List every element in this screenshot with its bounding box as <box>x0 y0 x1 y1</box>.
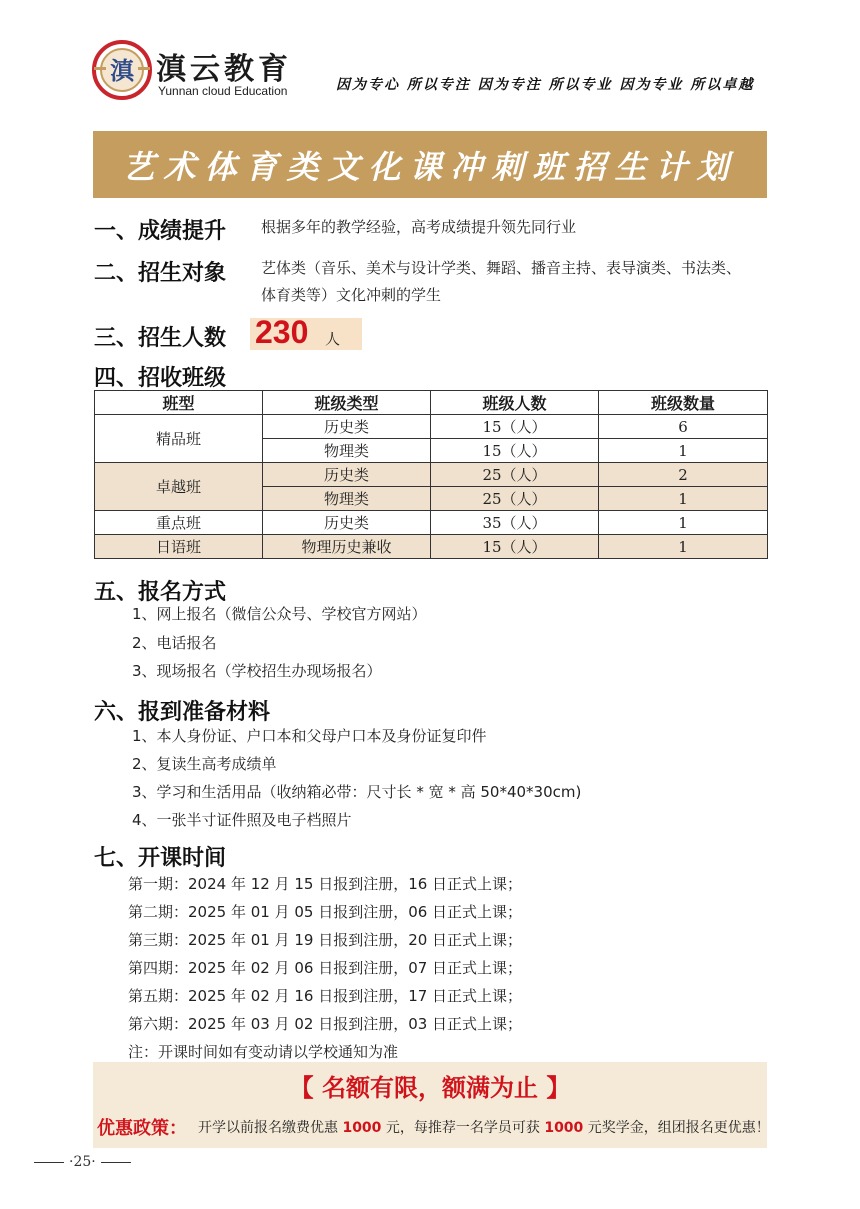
table-header-row <box>95 391 768 415</box>
section-heading-classes: 四、招收班级 <box>94 366 227 391</box>
logo-name: 滇云教育 <box>156 52 292 87</box>
policy-text <box>198 1117 770 1137</box>
table-cell: 物理类 <box>263 487 431 511</box>
schedule-item: 第五期：2025 年 02 月 16 日报到注册，17 日正式上课； <box>128 987 523 1005</box>
page-number-value: 25 <box>73 1154 92 1170</box>
logo <box>92 38 292 102</box>
logo-seal-icon <box>92 40 152 100</box>
policy-text-part: 开学以前报名缴费优惠 <box>198 1120 343 1136</box>
policy-text-part: 元奖学金，组团报名更优惠！ <box>583 1120 770 1136</box>
section-heading-count: 三、招生人数 <box>94 326 227 351</box>
section-text-score: 根据多年的教学经验，高考成绩提升领先同行业 <box>261 218 577 236</box>
logo-seal-char: 滇 <box>110 56 134 85</box>
table-cell: 历史类 <box>263 463 431 487</box>
schedule-item: 第六期：2025 年 03 月 02 日报到注册，03 日正式上课； <box>128 1015 523 1033</box>
schedule-item: 第四期：2025 年 02 月 06 日报到注册，07 日正式上课； <box>128 959 523 977</box>
class-name-cell: 精品班 <box>95 415 263 463</box>
list-item: 1、本人身份证、户口本和父母户口本及身份证复印件 <box>132 727 487 745</box>
section-text-target-line1: 艺体类（音乐、美术与设计学类、舞蹈、播音主持、表导演类、书法类、 <box>261 259 742 277</box>
section-heading-materials: 六、报到准备材料 <box>94 700 271 725</box>
table-cell: 物理历史兼收 <box>263 535 431 559</box>
section-heading-score: 一、成绩提升 <box>94 219 227 244</box>
table-row <box>95 511 768 535</box>
table-row <box>95 415 768 439</box>
page-number-text: ·25· <box>69 1154 96 1170</box>
policy-amount: 1000 <box>342 1120 382 1136</box>
table-cell: 2 <box>599 463 768 487</box>
section-heading-schedule: 七、开课时间 <box>94 846 227 871</box>
page-number <box>34 1154 131 1170</box>
section-heading-target: 二、招生对象 <box>94 261 227 286</box>
enrollment-count: 230 <box>255 314 309 350</box>
enrollment-unit: 人 <box>325 330 341 348</box>
class-name-cell: 日语班 <box>95 535 263 559</box>
page-title: 艺术体育类文化课冲刺班招生计划 <box>122 147 738 186</box>
table-cell: 物理类 <box>263 439 431 463</box>
section-heading-signup: 五、报名方式 <box>94 580 227 605</box>
policy-text-part: 元，每推荐一名学员可获 <box>381 1120 545 1136</box>
table-cell: 15（人） <box>431 415 599 439</box>
policy-amount: 1000 <box>544 1120 584 1136</box>
table-cell: 25（人） <box>431 487 599 511</box>
schedule-item: 第一期：2024 年 12 月 15 日报到注册，16 日正式上课； <box>128 875 523 893</box>
section-text-target-line2: 体育类等）文化冲刺的学生 <box>261 286 442 304</box>
logo-english-name: Yunnan cloud Education <box>158 84 288 98</box>
table-cell: 1 <box>599 535 768 559</box>
table-cell: 35（人） <box>431 511 599 535</box>
table-row <box>95 535 768 559</box>
list-item: 1、网上报名（微信公众号、学校官方网站） <box>132 605 427 623</box>
table-cell: 1 <box>599 511 768 535</box>
table-header-cell: 班型 <box>95 391 263 415</box>
list-item: 4、一张半寸证件照及电子档照片 <box>132 811 352 829</box>
limited-seats-banner: 【 名额有限，额满为止 】 <box>289 1074 571 1102</box>
title-banner <box>93 131 767 198</box>
table-cell: 1 <box>599 439 768 463</box>
schedule-note: 注：开课时间如有变动请以学校通知为准 <box>128 1043 399 1061</box>
list-item: 2、复读生高考成绩单 <box>132 755 277 773</box>
table-header-cell: 班级类型 <box>263 391 431 415</box>
schedule-item: 第二期：2025 年 01 月 05 日报到注册，06 日正式上课； <box>128 903 523 921</box>
class-name-cell: 重点班 <box>95 511 263 535</box>
table-cell: 6 <box>599 415 768 439</box>
table-cell: 25（人） <box>431 463 599 487</box>
list-item: 2、电话报名 <box>132 634 217 652</box>
page-rule <box>34 1162 64 1163</box>
class-name-cell: 卓越班 <box>95 463 263 511</box>
table-cell: 15（人） <box>431 535 599 559</box>
table-header-cell: 班级人数 <box>431 391 599 415</box>
table-header-cell: 班级数量 <box>599 391 768 415</box>
table-cell: 15（人） <box>431 439 599 463</box>
class-table <box>94 390 768 559</box>
table-cell: 历史类 <box>263 415 431 439</box>
table-cell: 1 <box>599 487 768 511</box>
list-item: 3、学习和生活用品（收纳箱必带：尺寸长 * 宽 * 高 50*40*30cm) <box>132 783 582 801</box>
page-rule <box>101 1162 131 1163</box>
list-item: 3、现场报名（学校招生办现场报名） <box>132 662 382 680</box>
table-row <box>95 463 768 487</box>
schedule-item: 第三期：2025 年 01 月 19 日报到注册，20 日正式上课； <box>128 931 523 949</box>
policy-label: 优惠政策： <box>97 1118 187 1139</box>
table-cell: 历史类 <box>263 511 431 535</box>
slogan: 因为专心 所以专注 因为专注 所以专业 因为专业 所以卓越 <box>336 77 755 93</box>
